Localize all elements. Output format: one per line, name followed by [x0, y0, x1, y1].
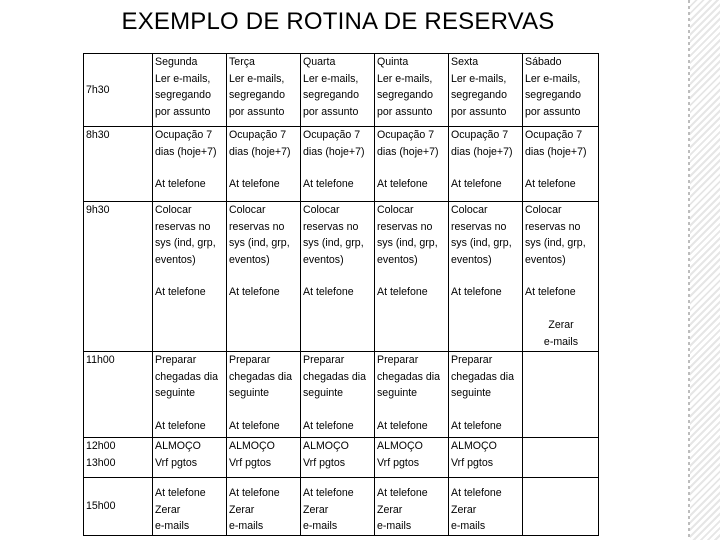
table-cell	[301, 54, 375, 127]
table-cell	[301, 352, 375, 438]
table-cell	[449, 352, 523, 438]
task-text: Ocupação 7 dias (hoje+7)	[451, 129, 513, 158]
page-title: EXEMPLO DE ROTINA DE RESERVAS	[121, 8, 555, 35]
table-cell	[153, 127, 227, 202]
phone-task: At telefone	[377, 178, 428, 191]
day-header: Quarta	[303, 56, 336, 68]
table-cell	[523, 54, 599, 127]
task-text: Ocupação 7 dias (hoje+7)	[229, 129, 291, 158]
table-cell	[153, 202, 227, 352]
decorative-edge-pattern	[688, 0, 720, 540]
task-text: Colocar reservas no sys (ind, grp, eventos)	[229, 204, 290, 266]
phone-task: At telefone	[525, 178, 576, 191]
table-cell: At telefone Zerar e-mails	[301, 478, 375, 536]
phone-task: At telefone	[229, 178, 280, 191]
row-time: 15h00	[84, 478, 153, 536]
task-text: Preparar chegadas dia seguinte	[451, 354, 515, 400]
day-header: Sexta	[451, 56, 479, 68]
phone-task: At telefone	[229, 286, 280, 299]
task-text: Ocupação 7 dias (hoje+7)	[155, 129, 217, 158]
table-cell	[449, 54, 523, 127]
phone-task: At telefone	[303, 286, 354, 299]
table-cell	[523, 478, 599, 536]
table-cell	[523, 202, 599, 352]
table-cell	[523, 127, 599, 202]
table-cell	[375, 54, 449, 127]
phone-task: At telefone	[377, 419, 428, 432]
table-cell: At telefone Zerar e-mails	[449, 478, 523, 536]
table-cell: At telefone Zerar e-mails	[153, 478, 227, 536]
row-time: 9h30	[84, 202, 153, 352]
phone-task: At telefone	[303, 419, 354, 432]
phone-task: At telefone	[155, 178, 206, 191]
table-cell	[301, 127, 375, 202]
table-cell	[375, 127, 449, 202]
task-text: Zerar e-mails	[543, 318, 579, 348]
task-text: Preparar chegadas dia seguinte	[377, 354, 441, 400]
table-row	[84, 352, 599, 438]
table-cell	[523, 438, 599, 478]
table-cell: ALMOÇO Vrf pgtos	[153, 438, 227, 478]
table-cell	[227, 202, 301, 352]
task-text: Preparar chegadas dia seguinte	[155, 354, 219, 400]
row-time: 7h30	[84, 54, 153, 127]
task-text: Ler e-mails, segregando por assunto	[229, 72, 285, 118]
phone-task: At telefone	[229, 419, 280, 432]
task-text: Ocupação 7 dias (hoje+7)	[377, 129, 439, 158]
row-time: 11h00	[84, 352, 153, 438]
table-cell	[227, 54, 301, 127]
table-row	[84, 478, 599, 536]
table-cell: ALMOÇO Vrf pgtos	[375, 438, 449, 478]
table-cell	[449, 202, 523, 352]
table-cell	[153, 54, 227, 127]
row-time: 12h00 13h00	[84, 438, 153, 478]
phone-task: At telefone	[451, 419, 502, 432]
table-cell	[153, 352, 227, 438]
task-text: Colocar reservas no sys (ind, grp, eventos)	[525, 204, 586, 266]
table-cell	[227, 352, 301, 438]
schedule-table	[83, 53, 599, 536]
phone-task: At telefone	[451, 286, 502, 299]
table-cell: ALMOÇO Vrf pgtos	[227, 438, 301, 478]
task-text: Ler e-mails, segregando por assunto	[303, 72, 359, 118]
table-row	[84, 202, 599, 352]
table-cell	[375, 202, 449, 352]
task-text: Colocar reservas no sys (ind, grp, eventos)	[451, 204, 512, 266]
table-row	[84, 54, 599, 127]
table-cell: ALMOÇO Vrf pgtos	[301, 438, 375, 478]
phone-task: At telefone	[155, 286, 206, 299]
task-text: Ler e-mails, segregando por assunto	[525, 72, 581, 118]
task-text: Ocupação 7 dias (hoje+7)	[303, 129, 365, 158]
day-header: Segunda	[155, 56, 198, 68]
task-text: Ler e-mails, segregando por assunto	[155, 72, 211, 118]
table-cell	[301, 202, 375, 352]
task-text: Ocupação 7 dias (hoje+7)	[525, 129, 587, 158]
table-cell: ALMOÇO Vrf pgtos	[449, 438, 523, 478]
table-cell	[449, 127, 523, 202]
task-text: Colocar reservas no sys (ind, grp, eventos)	[377, 204, 438, 266]
table-cell	[227, 127, 301, 202]
decorative-dashed-rule	[688, 0, 690, 540]
phone-task: At telefone	[377, 286, 428, 299]
table-cell: At telefone Zerar e-mails	[375, 478, 449, 536]
phone-task: At telefone	[155, 419, 206, 432]
table-row	[84, 438, 599, 478]
task-text: Ler e-mails, segregando por assunto	[377, 72, 433, 118]
day-header: Sábado	[525, 56, 562, 68]
phone-task: At telefone	[303, 178, 354, 191]
table-cell	[523, 352, 599, 438]
day-header: Quinta	[377, 56, 409, 68]
row-time: 8h30	[84, 127, 153, 202]
task-text: Colocar reservas no sys (ind, grp, eventos)	[303, 204, 364, 266]
task-text: Preparar chegadas dia seguinte	[303, 354, 367, 400]
table-cell: At telefone Zerar e-mails	[227, 478, 301, 536]
table-row	[84, 127, 599, 202]
day-header: Terça	[229, 56, 255, 68]
task-text: Ler e-mails, segregando por assunto	[451, 72, 507, 118]
phone-task: At telefone	[451, 178, 502, 191]
phone-task: At telefone	[525, 286, 576, 299]
task-text: Preparar chegadas dia seguinte	[229, 354, 293, 400]
task-text: Colocar reservas no sys (ind, grp, eventos)	[155, 204, 216, 266]
table-cell	[375, 352, 449, 438]
